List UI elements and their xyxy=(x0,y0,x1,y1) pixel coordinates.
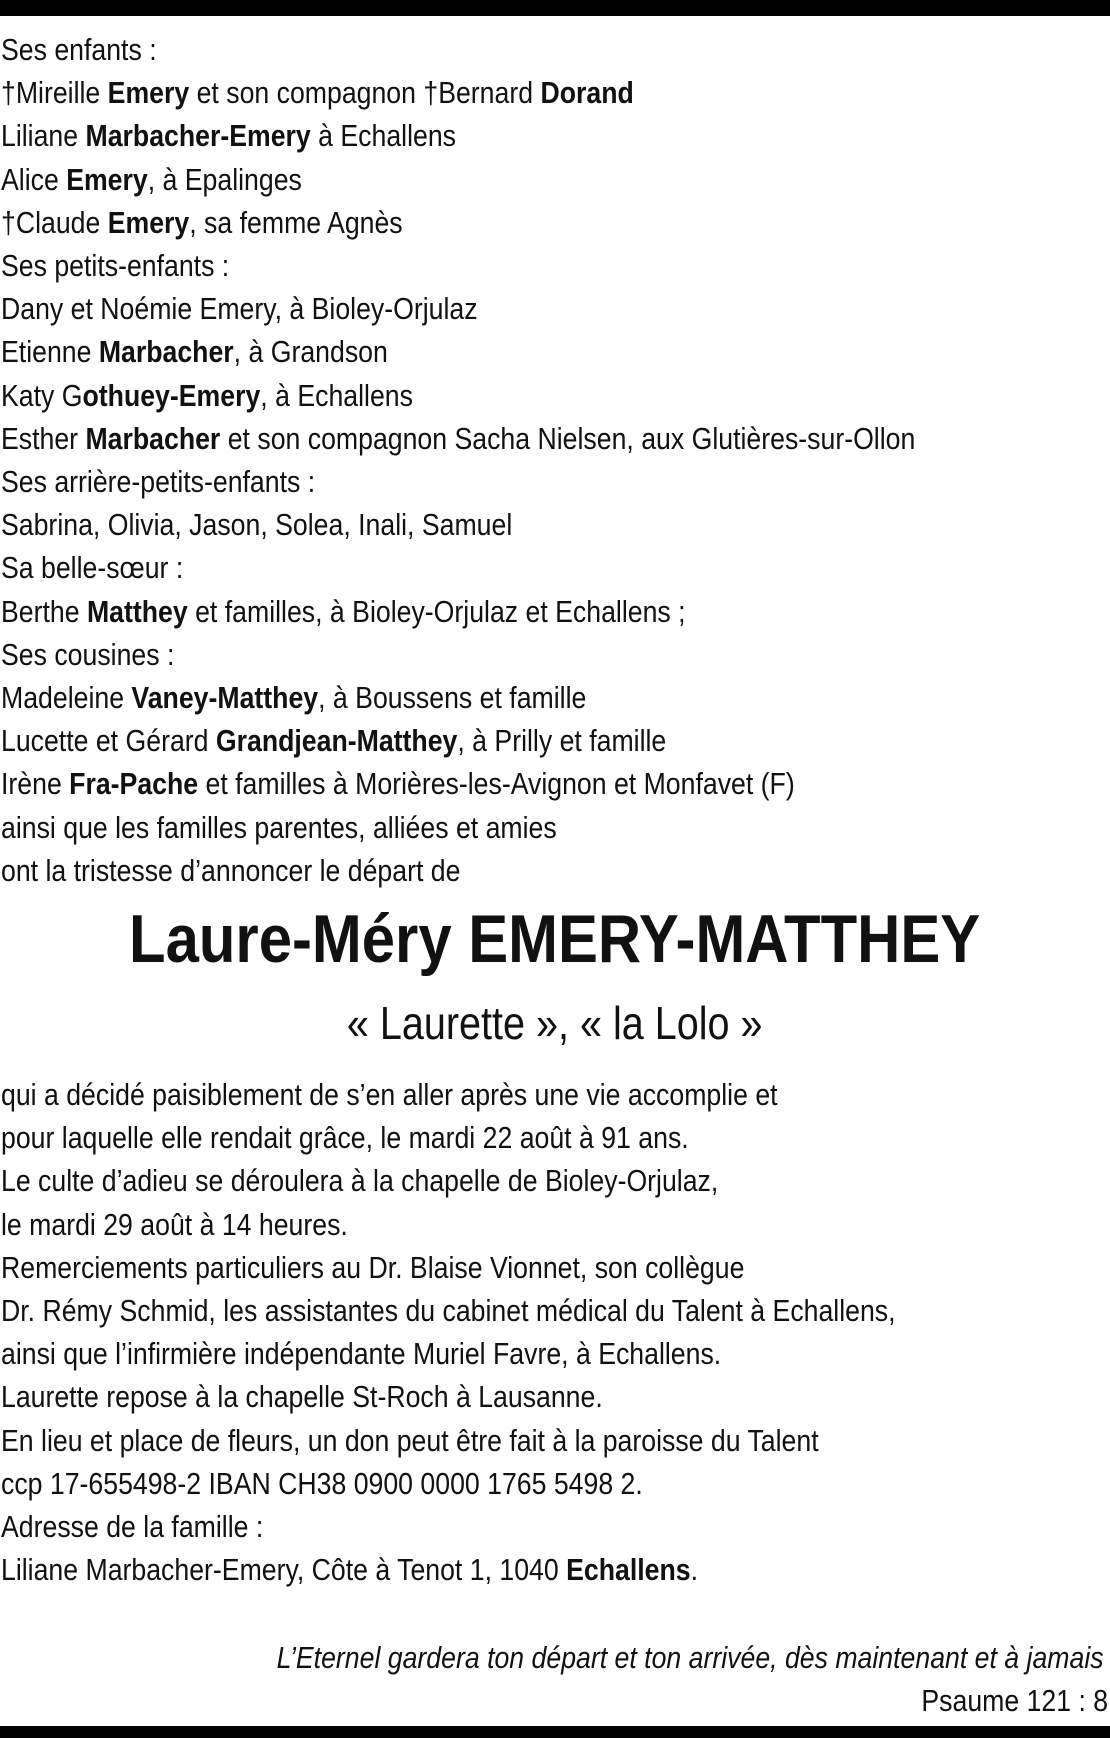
details-line-fleurs xyxy=(1,1419,819,1462)
family-line-belle-soeur-label xyxy=(1,546,183,589)
line-text: et familles, à Bioley-Orjulaz et Echallens ; xyxy=(187,593,686,629)
line-text: Etienne xyxy=(1,334,99,370)
line-text: Remerciements particuliers au Dr. Blaise Vionnet, son collègue xyxy=(1,1249,745,1285)
family-line-katy xyxy=(1,374,413,417)
family-line-cousines-label xyxy=(1,633,174,676)
bold-surname: Emery xyxy=(107,204,190,240)
family-line-alice xyxy=(1,158,302,201)
deceased-name xyxy=(0,897,1110,981)
line-text: et familles à Morières-les-Avignon et Monfavet (F) xyxy=(198,766,795,802)
line-text: pour laquelle elle rendait grâce, le mardi 22 août à 91 ans. xyxy=(1,1120,689,1156)
line-text: , à Grandson xyxy=(233,334,388,370)
deceased-nickname-text: « Laurette », « la Lolo » xyxy=(347,997,763,1049)
bible-verse: L’Eternel gardera ton départ et ton arrivée, dès maintenant et à jamais xyxy=(277,1640,1104,1675)
family-line-etienne xyxy=(1,330,388,373)
line-text: Liliane xyxy=(1,118,86,154)
line-text: Dany et Noémie Emery, à Bioley-Orjulaz xyxy=(1,291,478,327)
bold-surname: Emery xyxy=(66,161,148,197)
bold-surname: Echallens xyxy=(566,1552,691,1588)
bold-surname: othuey-Emery xyxy=(82,377,261,413)
details-line-grace xyxy=(1,1116,689,1159)
line-text: , à Boussens et famille xyxy=(318,680,587,715)
family-line-irene xyxy=(1,762,795,805)
line-text: ainsi que les familles parentes, alliées et amies xyxy=(1,809,557,845)
family-line-enfants-label xyxy=(1,28,157,71)
line-text: le mardi 29 août à 14 heures. xyxy=(1,1206,348,1242)
bottom-border-rule xyxy=(0,1726,1110,1738)
family-line-esther xyxy=(1,417,915,460)
line-text: En lieu et place de fleurs, un don peut être fait à la paroisse du Talent xyxy=(1,1422,819,1458)
line-text: , à Prilly et famille xyxy=(457,723,667,759)
bold-surname: Marbacher xyxy=(98,334,234,370)
family-line-lucette xyxy=(1,719,666,762)
deceased-nickname xyxy=(0,993,1110,1053)
bold-surname: Marbacher-Emery xyxy=(85,118,311,154)
line-text: . xyxy=(690,1552,699,1588)
line-text: Le culte d’adieu se déroulera à la chapelle de Bioley-Orjulaz, xyxy=(1,1163,719,1199)
details-line-date-culte xyxy=(1,1203,348,1246)
line-text: , à Echallens xyxy=(260,377,413,413)
details-line-remerciements xyxy=(1,1246,744,1289)
family-line-tristesse xyxy=(1,849,460,892)
line-text: Berthe xyxy=(1,593,87,629)
line-text: et son compagnon †Bernard xyxy=(189,75,541,111)
bible-verse-reference: Psaume 121 : 8 xyxy=(921,1683,1108,1718)
details-line-schmid xyxy=(1,1289,896,1332)
line-text: Ses arrière-petits-enfants : xyxy=(1,464,316,499)
family-line-petits-enfants-label xyxy=(1,244,229,287)
bold-surname: Dorand xyxy=(540,75,634,111)
line-text: Liliane Marbacher-Emery, Côte à Tenot 1, 1040 xyxy=(1,1552,567,1588)
line-text: et son compagnon Sacha Nielsen, aux Glutières-sur-Ollon xyxy=(220,420,916,456)
line-text: Ses enfants : xyxy=(1,32,157,67)
deceased-name-text: Laure-Méry EMERY-MATTHEY xyxy=(129,901,981,977)
family-line-claude xyxy=(1,201,403,244)
line-text: ainsi que l’infirmière indépendante Muriel Favre, à Echallens. xyxy=(1,1336,722,1372)
line-text: Sabrina, Olivia, Jason, Solea, Inali, Samuel xyxy=(1,507,513,543)
bold-surname: Matthey xyxy=(86,593,188,629)
details-line-repose xyxy=(1,1375,603,1418)
details-line-adresse xyxy=(1,1548,698,1591)
bold-surname: Emery xyxy=(107,75,190,111)
line-text: Katy G xyxy=(1,377,83,413)
line-text: Laurette repose à la chapelle St-Roch à Lausanne. xyxy=(1,1379,603,1415)
line-text: Lucette et Gérard xyxy=(1,723,216,759)
line-text: Alice xyxy=(1,161,67,197)
line-text: ont la tristesse d’annoncer le départ de xyxy=(1,852,461,888)
details-line-adresse-label xyxy=(1,1505,263,1548)
family-line-berthe xyxy=(1,590,686,633)
line-text: †Claude xyxy=(1,204,108,240)
family-line-mireille xyxy=(1,71,634,114)
bold-surname: Fra-Pache xyxy=(69,766,199,802)
family-line-arriere-names xyxy=(1,503,512,546)
bold-surname: Marbacher xyxy=(85,420,221,456)
details-line-decide xyxy=(1,1073,778,1116)
details-line-culte xyxy=(1,1159,718,1202)
family-line-arriere-label xyxy=(1,460,315,503)
line-text: Esther xyxy=(1,420,86,456)
line-text: , à Epalinges xyxy=(147,161,302,197)
family-line-madeleine xyxy=(1,676,586,719)
line-text: Sa belle-sœur : xyxy=(1,550,184,586)
family-line-liliane xyxy=(1,114,456,157)
line-text: †Mireille xyxy=(1,75,108,111)
line-text: qui a décidé paisiblement de s’en aller après une vie accomplie et xyxy=(1,1077,778,1112)
line-text: ccp 17-655498-2 IBAN CH38 0900 0000 1765 5498 2. xyxy=(1,1465,643,1501)
family-line-familles xyxy=(1,806,557,849)
details-line-favre xyxy=(1,1332,721,1375)
line-text: Dr. Rémy Schmid, les assistantes du cabinet médical du Talent à Echallens, xyxy=(1,1293,896,1328)
line-text: Ses petits-enfants : xyxy=(1,248,230,283)
line-text: , sa femme Agnès xyxy=(189,204,403,240)
family-line-dany xyxy=(1,287,478,330)
line-text: à Echallens xyxy=(310,118,456,154)
top-border-rule xyxy=(0,0,1110,16)
details-line-ccp xyxy=(1,1462,643,1505)
line-text: Adresse de la famille : xyxy=(1,1509,264,1544)
line-text: Irène xyxy=(1,766,70,802)
bold-surname: Grandjean-Matthey xyxy=(215,723,458,759)
bold-surname: Vaney-Matthey xyxy=(131,680,319,715)
line-text: Ses cousines : xyxy=(1,636,175,672)
line-text: Madeleine xyxy=(1,680,132,715)
